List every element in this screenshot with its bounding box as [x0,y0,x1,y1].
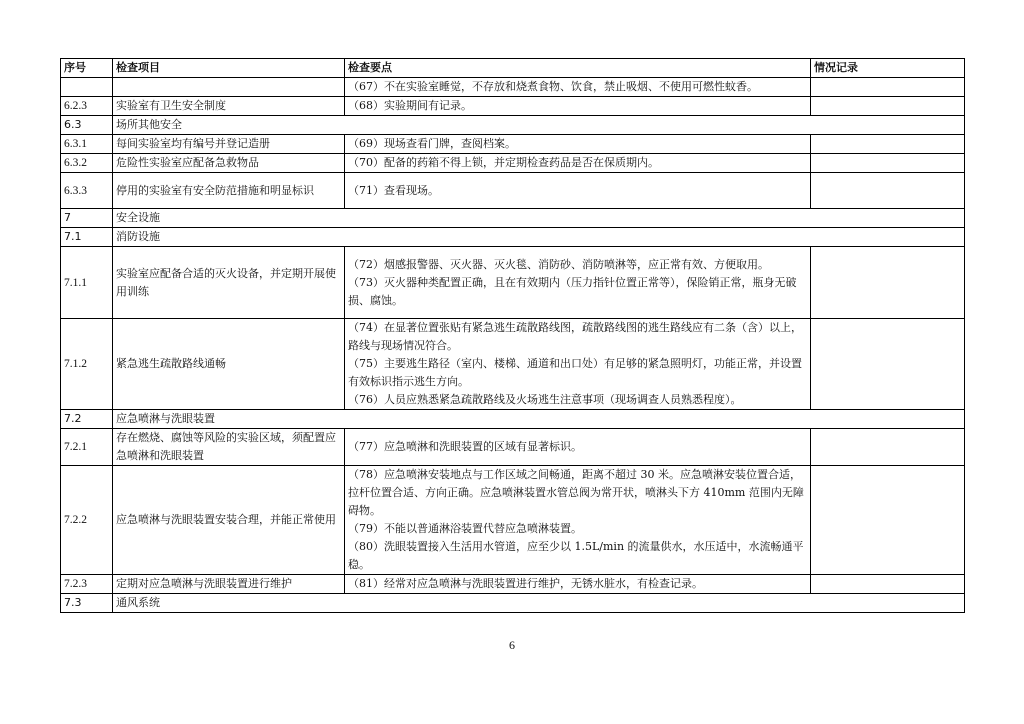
table-header-row [61,59,965,78]
header-no: 序号 [61,59,113,78]
row-points [345,154,811,173]
table-row [61,247,965,319]
row-item: 应急喷淋与洗眼装置安装合理，并能正常使用 [113,466,345,575]
row-points [345,319,811,410]
table-row [61,135,965,154]
check-point: （68）实验期间有记录。 [348,99,472,112]
header-points: 检查要点 [345,59,811,78]
section-title: 场所其他安全 [113,116,965,135]
record-cell[interactable] [811,78,965,97]
section-no: 7 [61,209,113,228]
row-no: 7.2.1 [61,429,113,466]
row-no: 6.2.3 [61,97,113,116]
check-point: （73）灭火器种类配置正确，且在有效期内（压力指针位置正常等），保险销正常，瓶身无破损、腐蚀。 [348,275,797,307]
row-item: 每间实验室均有编号并登记造册 [113,135,345,154]
table-row [61,466,965,575]
section-row [61,228,965,247]
page-number: 6 [509,638,515,652]
record-cell[interactable] [811,135,965,154]
check-point: （69）现场查看门牌，查阅档案。 [348,137,516,150]
section-row [61,116,965,135]
record-cell[interactable] [811,97,965,116]
table-body [61,78,965,613]
check-point: （77）应急喷淋和洗眼装置的区域有显著标识。 [348,440,582,453]
section-no: 6.3 [61,116,113,135]
section-no: 7.2 [61,410,113,429]
check-point: （70）配备的药箱不得上锁，并定期检查药品是否在保质期内。 [348,156,659,169]
record-cell[interactable] [811,466,965,575]
section-row [61,209,965,228]
row-no: 7.1.1 [61,247,113,319]
table-row [61,575,965,594]
row-no: 7.2.2 [61,466,113,575]
check-point: （67）不在实验室睡觉，不存放和烧煮食物、饮食，禁止吸烟、不使用可燃性蚊香。 [348,80,758,93]
record-cell[interactable] [811,247,965,319]
table-row [61,319,965,410]
check-point: （79）不能以普通淋浴装置代替应急喷淋装置。 [348,522,582,535]
check-point: （80）洗眼装置接入生活用水管道，应至少以 1.5L/min 的流量供水，水压适中，水流畅通平稳。 [348,540,804,571]
row-item: 停用的实验室有安全防范措施和明显标识 [113,173,345,209]
row-points [345,78,811,97]
record-cell[interactable] [811,575,965,594]
section-no: 7.3 [61,594,113,613]
row-no [61,78,113,97]
row-no: 7.2.3 [61,575,113,594]
check-point: （81）经常对应急喷淋与洗眼装置进行维护，无锈水脏水，有检查记录。 [348,577,703,590]
section-no: 7.1 [61,228,113,247]
record-cell[interactable] [811,319,965,410]
check-point: （75）主要逃生路径（室内、楼梯、通道和出口处）有足够的紧急照明灯，功能正常，并设置有效标识指示逃生方向。 [348,357,802,388]
check-point: （72）烟感报警器、灭火器、灭火毯、消防砂、消防喷淋等，应正常有效、方便取用。 [348,257,769,271]
table-row [61,173,965,209]
check-point: （74）在显著位置张贴有紧急逃生疏散路线图，疏散路线图的逃生路线应有二条（含）以上，路线与现场情况符合。 [348,321,802,352]
row-points [345,173,811,209]
table-row [61,154,965,173]
row-item: 存在燃烧、腐蚀等风险的实验区域，须配置应急喷淋和洗眼装置 [113,429,345,466]
record-cell[interactable] [811,154,965,173]
row-points [345,429,811,466]
row-item [113,78,345,97]
row-points [345,575,811,594]
record-cell[interactable] [811,173,965,209]
check-point: （78）应急喷淋安装地点与工作区域之间畅通，距离不超过 30 米。应急喷淋安装位置合适，拉杆位置合适、方向正确。应急喷淋装置水管总阀为常开状，喷淋头下方 410mm 范围内无障碍物。 [348,468,804,517]
row-no: 6.3.1 [61,135,113,154]
row-item: 紧急逃生疏散路线通畅 [113,319,345,410]
row-points [345,97,811,116]
inspection-table [60,58,965,613]
row-no: 6.3.2 [61,154,113,173]
section-row [61,594,965,613]
table-row [61,97,965,116]
table-row [61,429,965,466]
row-no: 6.3.3 [61,173,113,209]
row-points [345,466,811,575]
check-point: （71）查看现场。 [348,183,439,197]
section-title: 应急喷淋与洗眼装置 [113,410,965,429]
row-item: 实验室应配备合适的灭火设备，并定期开展使用训练 [113,247,345,319]
row-points [345,135,811,154]
row-points [345,247,811,319]
row-item: 危险性实验室应配备急救物品 [113,154,345,173]
row-item: 定期对应急喷淋与洗眼装置进行维护 [113,575,345,594]
row-item: 实验室有卫生安全制度 [113,97,345,116]
header-item: 检查项目 [113,59,345,78]
section-row [61,410,965,429]
check-point: （76）人员应熟悉紧急疏散路线及火场逃生注意事项（现场调查人员熟悉程度）。 [348,393,742,406]
record-cell[interactable] [811,429,965,466]
section-title: 安全设施 [113,209,965,228]
row-no: 7.1.2 [61,319,113,410]
header-record: 情况记录 [811,59,965,78]
section-title: 消防设施 [113,228,965,247]
section-title: 通风系统 [113,594,965,613]
table-row [61,78,965,97]
